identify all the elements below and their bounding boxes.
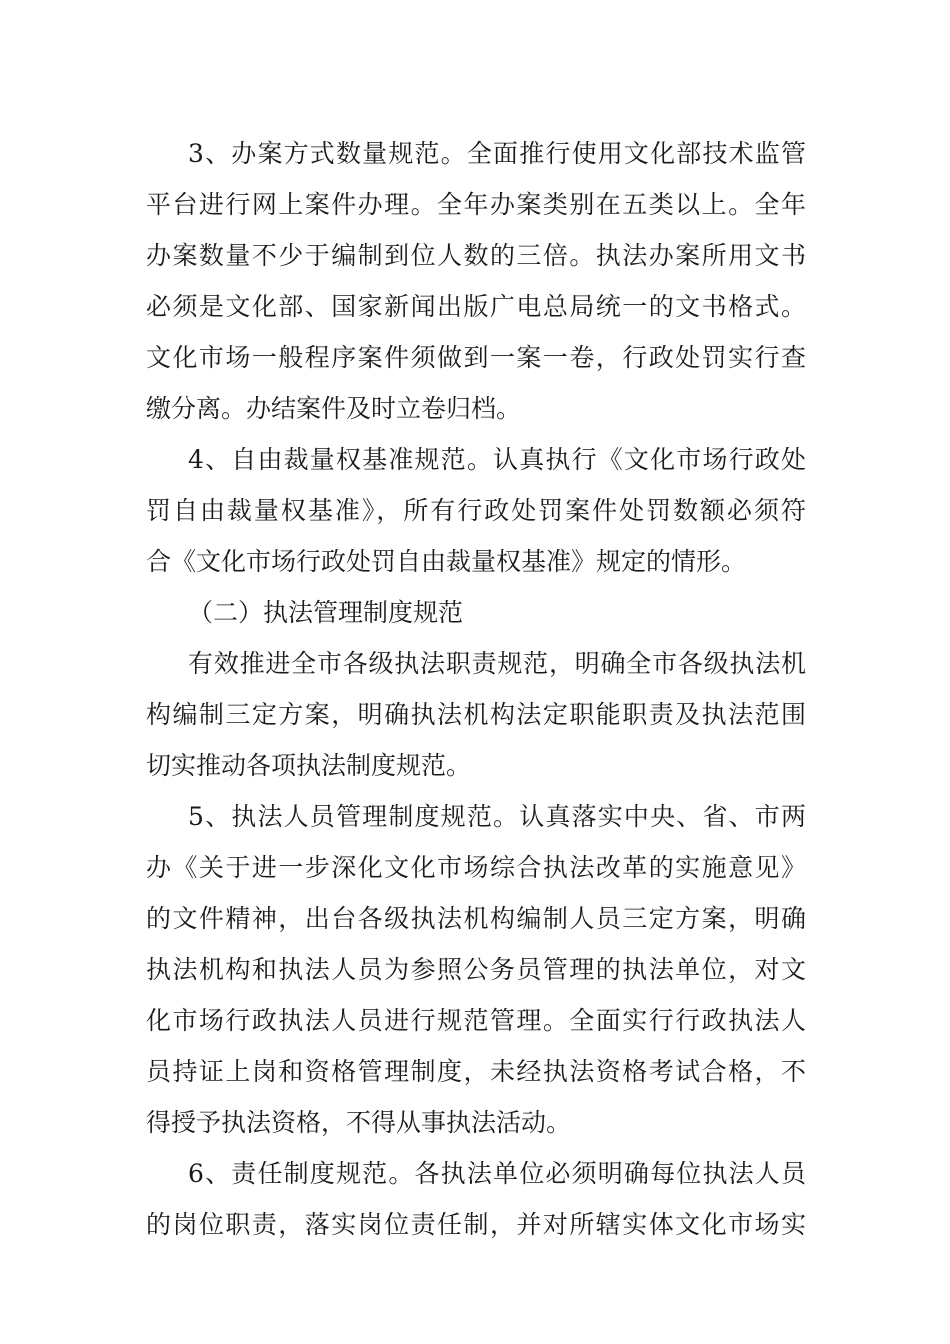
paragraph-section-intro <box>146 638 806 791</box>
text-line: 必须是文化部、国家新闻出版广电总局统一的文书格式。 <box>146 292 806 321</box>
paragraph-item-3 <box>146 128 806 434</box>
text-line: 罚自由裁量权基准》，所有行政处罚案件处罚数额必须符 <box>146 496 806 525</box>
paragraph-item-6 <box>146 1148 806 1250</box>
text-line: 员持证上岗和资格管理制度，未经执法资格考试合格，不 <box>146 1057 806 1086</box>
text-line: 执法机构和执法人员为参照公务员管理的执法单位，对文 <box>146 955 806 984</box>
text-line: 化市场行政执法人员进行规范管理。全面实行行政执法人 <box>146 1006 806 1035</box>
text-line: 办《关于进一步深化文化市场综合执法改革的实施意见》 <box>146 853 806 882</box>
text-line: 有效推进全市各级执法职责规范，明确全市各级执法机 <box>188 649 806 678</box>
text-line: 得授予执法资格，不得从事执法活动。 <box>146 1108 572 1137</box>
text-line: 合《文化市场行政处罚自由裁量权基准》规定的情形。 <box>146 547 747 576</box>
paragraph-item-4 <box>146 434 806 587</box>
text-line: 5、执法人员管理制度规范。认真落实中央、省、市两 <box>188 802 806 831</box>
text-line: 的岗位职责，落实岗位责任制，并对所辖实体文化市场实 <box>146 1210 806 1239</box>
text-line: 构编制三定方案，明确执法机构法定职能职责及执法范围 <box>146 700 806 729</box>
text-line: 4、自由裁量权基准规范。认真执行《文化市场行政处 <box>188 445 806 474</box>
text-line: 办案数量不少于编制到位人数的三倍。执法办案所用文书 <box>146 241 806 270</box>
text-line: 缴分离。办结案件及时立卷归档。 <box>146 394 522 423</box>
document-page <box>146 128 806 1250</box>
paragraph-item-5 <box>146 791 806 1148</box>
text-line: 切实推动各项执法制度规范。 <box>146 751 472 780</box>
text-line: 6、责任制度规范。各执法单位必须明确每位执法人员 <box>188 1159 806 1188</box>
text-line: 的文件精神，出台各级执法机构编制人员三定方案，明确 <box>146 904 806 933</box>
section-heading <box>146 587 806 638</box>
text-line: 平台进行网上案件办理。全年办案类别在五类以上。全年 <box>146 190 806 219</box>
section-title: （二）执法管理制度规范 <box>188 598 464 627</box>
text-line: 文化市场一般程序案件须做到一案一卷，行政处罚实行查 <box>146 343 806 372</box>
text-line: 3、办案方式数量规范。全面推行使用文化部技术监管 <box>188 139 806 168</box>
